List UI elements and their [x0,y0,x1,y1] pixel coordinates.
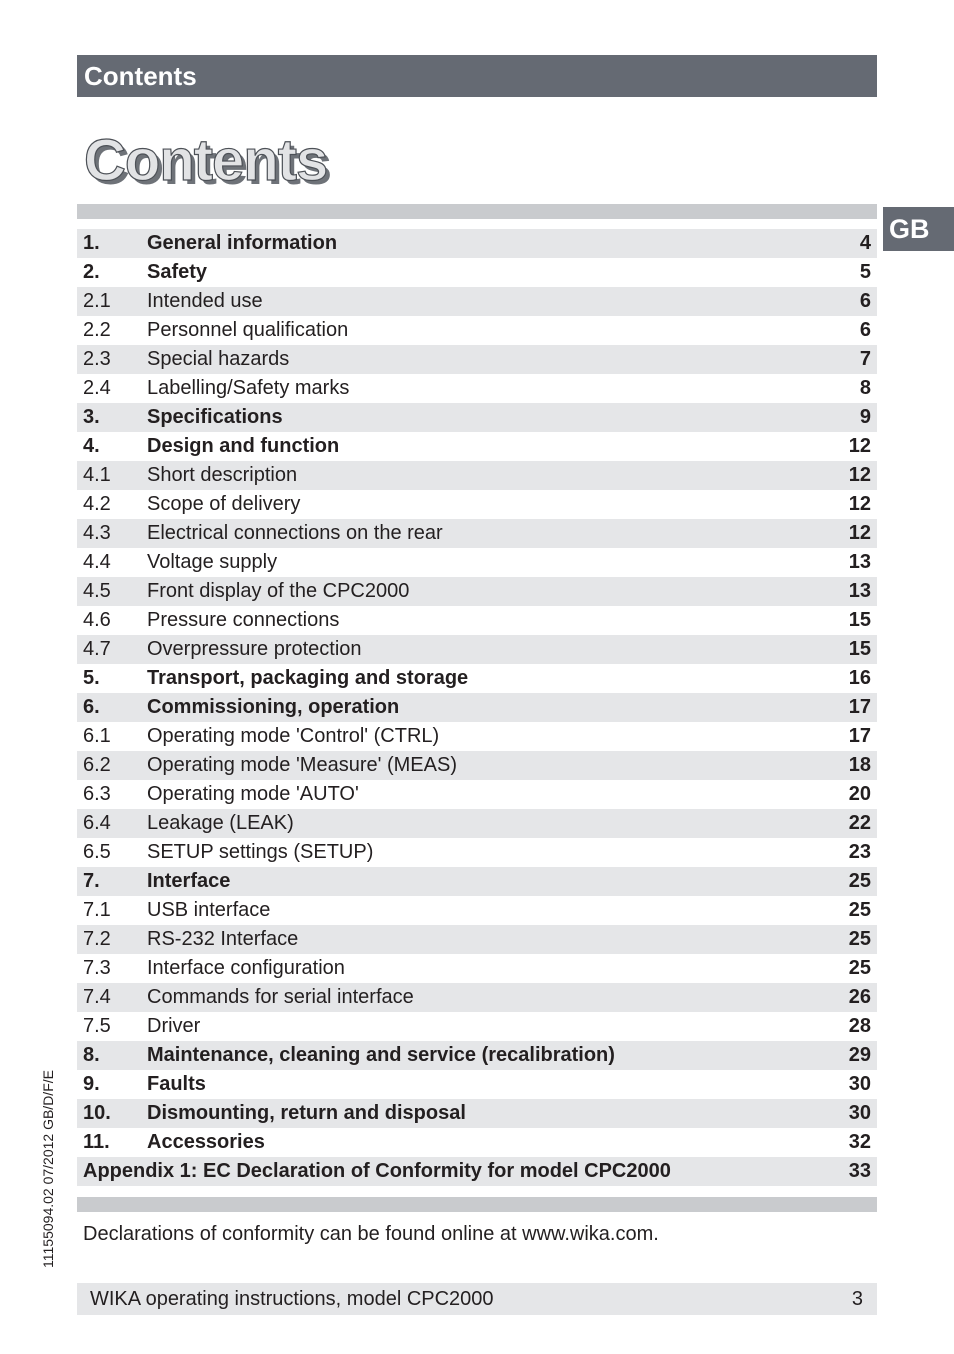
toc-entry-title: Scope of delivery [147,493,301,515]
toc-entry-page: 12 [848,493,871,515]
toc-entry-title: Short description [147,464,298,486]
toc-entry-number: 4.1 [83,464,111,486]
toc-entry-page: 20 [848,783,871,805]
toc-entry-page: 12 [848,435,871,457]
toc-entry-page: 6 [859,290,871,312]
toc-entry[interactable] [77,925,877,954]
footer-bar [77,1283,877,1315]
toc-entry[interactable] [77,693,877,722]
toc-entry-title: Design and function [147,435,340,457]
toc-entry[interactable] [77,664,877,693]
toc-entry[interactable] [77,519,877,548]
toc-entry-title: Dismounting, return and disposal [147,1102,466,1124]
toc-entry-title: Faults [147,1073,206,1095]
toc-entry-title: Transport, packaging and storage [147,667,469,689]
toc-entry-title: Intended use [147,290,263,312]
conformity-note: Declarations of conformity can be found online at www.wika.com. [83,1223,659,1245]
toc-entry-number: 1. [83,232,100,254]
toc-entry[interactable] [77,751,877,780]
toc-entry-page: 32 [848,1131,871,1153]
footer-text: WIKA operating instructions, model CPC2000 [90,1288,494,1310]
toc-entry-title: Operating mode 'Control' (CTRL) [147,725,440,747]
toc-entry-number: 2.4 [83,377,111,399]
toc-entry-page: 25 [848,957,871,979]
toc-entry-title: Voltage supply [147,551,278,573]
toc-entry-page: 25 [848,870,871,892]
toc-entry[interactable] [77,374,877,403]
table-of-contents [77,229,877,1186]
toc-entry-number: 4.5 [83,580,111,602]
toc-entry-number: 4.6 [83,609,111,631]
toc-entry-page: 18 [848,754,871,776]
toc-entry-page: 7 [859,348,871,370]
page-number: 3 [851,1288,863,1310]
toc-entry-page: 6 [859,319,871,341]
toc-entry-number: 7.4 [83,986,111,1008]
toc-entry-title: Labelling/Safety marks [147,377,350,399]
toc-entry[interactable] [77,1099,877,1128]
toc-entry-title: Safety [147,261,208,283]
toc-entry-page: 28 [848,1015,871,1037]
toc-entry[interactable] [77,867,877,896]
toc-entry-page: 16 [848,667,871,689]
toc-entry[interactable] [77,896,877,925]
toc-entry-number: 6.4 [83,812,111,834]
toc-entry-page: 23 [848,841,871,863]
toc-entry-number: 4.4 [83,551,111,573]
toc-entry[interactable] [77,809,877,838]
toc-entry[interactable] [77,403,877,432]
toc-entry-number: 3. [83,406,100,428]
toc-entry-title: Accessories [147,1131,265,1153]
toc-entry[interactable] [77,838,877,867]
toc-entry-title: Front display of the CPC2000 [147,580,410,602]
bottom-divider [77,1197,877,1212]
toc-entry-page: 13 [848,551,871,573]
toc-entry-title: Operating mode 'AUTO' [147,783,359,805]
header-title: Contents [84,61,197,91]
header-bar [77,55,877,97]
toc-entry-title: USB interface [147,899,271,921]
toc-entry-title: Electrical connections on the rear [147,522,443,544]
toc-entry-page: 33 [848,1160,871,1182]
toc-entry-title: Specifications [147,406,283,428]
toc-entry-title: Personnel qualification [147,319,349,341]
toc-entry-title: General information [147,232,338,254]
toc-entry[interactable] [77,345,877,374]
toc-entry-number: 2.2 [83,319,111,341]
toc-entry-number: 7.1 [83,899,111,921]
toc-entry-page: 17 [848,725,871,747]
toc-entry-number: 9. [83,1073,100,1095]
toc-entry[interactable] [77,229,877,258]
toc-entry-number: 2.3 [83,348,111,370]
toc-entry-title: Commissioning, operation [147,696,400,718]
toc-entry-number: 2.1 [83,290,111,312]
toc-entry[interactable] [77,577,877,606]
toc-entry[interactable] [77,490,877,519]
toc-entry-title: Commands for serial interface [147,986,414,1008]
page-title: Contents [84,128,328,193]
toc-entry-page: 4 [859,232,871,254]
toc-entry-number: 11. [83,1131,110,1153]
toc-entry-number: 8. [83,1044,100,1066]
toc-entry-number: 4.2 [83,493,111,515]
toc-entry-title: SETUP settings (SETUP) [147,841,374,863]
toc-entry[interactable] [77,1070,877,1099]
toc-entry-page: 15 [848,638,871,660]
toc-entry-title: Pressure connections [147,609,340,631]
toc-entry-number: 2. [83,261,100,283]
toc-entry[interactable] [77,287,877,316]
toc-entry-title: Maintenance, cleaning and service (recalibration) [147,1044,615,1066]
toc-entry-page: 13 [848,580,871,602]
toc-entry-number: 6.2 [83,754,111,776]
toc-entry-page: 12 [848,522,871,544]
toc-entry[interactable] [77,1157,877,1186]
toc-entry-number: 7. [83,870,100,892]
toc-entry[interactable] [77,606,877,635]
document-code: 11155094.02 07/2012 GB/D/F/E [40,1070,56,1268]
toc-entry-page: 29 [848,1044,871,1066]
toc-entry-number: 6. [83,696,100,718]
toc-entry-number: 7.2 [83,928,111,950]
toc-entry-page: 22 [848,812,871,834]
toc-entry-page: 30 [848,1102,871,1124]
toc-entry[interactable] [77,1041,877,1070]
toc-entry-number: 7.5 [83,1015,111,1037]
toc-entry-page: 12 [848,464,871,486]
toc-entry-number: 6.5 [83,841,111,863]
toc-entry-title: RS-232 Interface [147,928,299,950]
toc-entry[interactable] [77,1012,877,1041]
toc-entry[interactable] [77,983,877,1012]
toc-entry-page: 9 [859,406,871,428]
toc-entry[interactable] [77,1128,877,1157]
toc-entry-page: 17 [848,696,871,718]
toc-entry-number: 4.7 [83,638,111,660]
toc-entry-page: 26 [848,986,871,1008]
toc-entry-page: 25 [848,899,871,921]
toc-entry-number: 5. [83,667,100,689]
toc-entry[interactable] [77,461,877,490]
toc-entry-number: 4.3 [83,522,111,544]
toc-entry-title: Interface configuration [147,957,345,979]
toc-entry[interactable] [77,722,877,751]
toc-entry-number: 7.3 [83,957,111,979]
toc-entry-title: Interface [147,870,231,892]
toc-entry-title: Appendix 1: EC Declaration of Conformity for model CPC2000 [83,1160,671,1182]
toc-entry-page: 15 [848,609,871,631]
toc-entry-number: 4. [83,435,100,457]
toc-entry-title: Operating mode 'Measure' (MEAS) [147,754,457,776]
toc-entry[interactable] [77,954,877,983]
toc-entry-title: Driver [147,1015,201,1037]
toc-entry-page: 25 [848,928,871,950]
toc-entry[interactable] [77,258,877,287]
toc-entry[interactable] [77,635,877,664]
toc-entry-title: Leakage (LEAK) [147,812,294,834]
toc-entry[interactable] [77,780,877,809]
toc-entry-number: 6.3 [83,783,111,805]
toc-entry[interactable] [77,548,877,577]
toc-entry-page: 30 [848,1073,871,1095]
toc-entry-page: 5 [859,261,871,283]
toc-entry-number: 10. [83,1102,111,1124]
top-divider [77,204,877,219]
toc-entry[interactable] [77,432,877,461]
language-tab: GB [883,207,954,251]
toc-entry-number: 6.1 [83,725,111,747]
toc-entry-title: Overpressure protection [147,638,362,660]
toc-entry[interactable] [77,316,877,345]
toc-entry-page: 8 [859,377,871,399]
toc-entry-title: Special hazards [147,348,290,370]
